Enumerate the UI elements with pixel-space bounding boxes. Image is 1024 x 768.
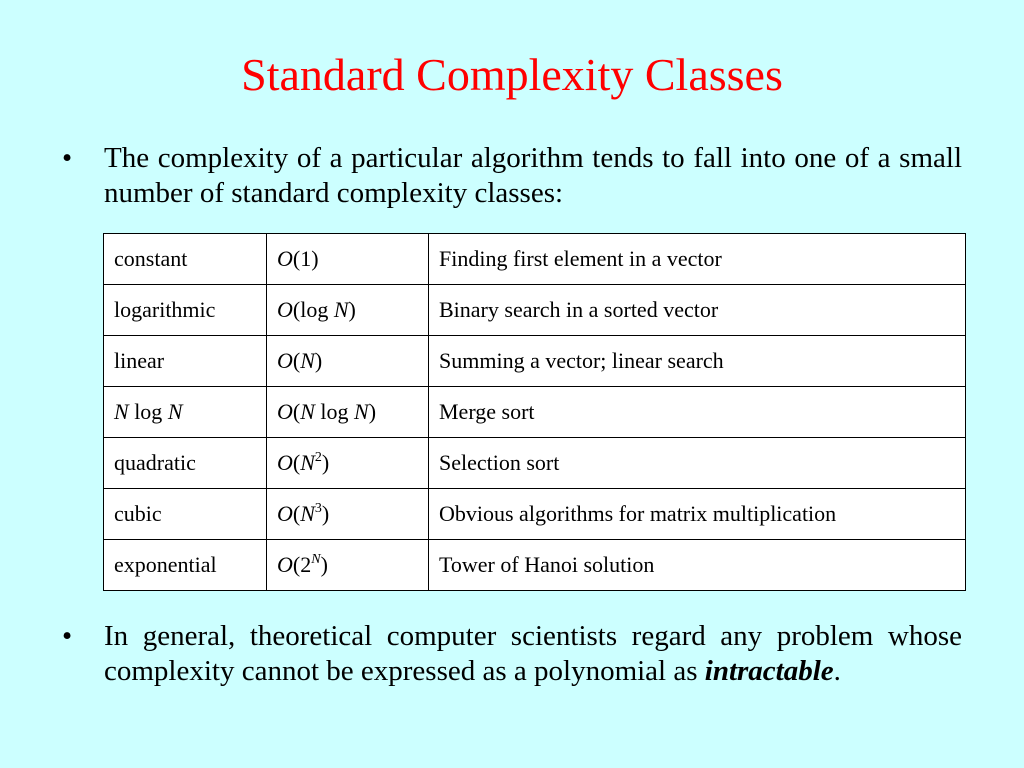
example-cell: Tower of Hanoi solution xyxy=(429,540,966,591)
paren-close: ) xyxy=(321,501,330,526)
bullet-dot-icon: • xyxy=(62,142,73,174)
class-name-cell xyxy=(104,234,267,285)
big-o-cell xyxy=(267,540,429,591)
class-name: linear xyxy=(114,348,165,373)
big-o-symbol: O xyxy=(277,399,293,424)
example-cell: Binary search in a sorted vector xyxy=(429,285,966,336)
bullet-text-body: In general, theoretical computer scientists regard any problem whose complexity cannot be expressed as a polynomial as xyxy=(104,620,962,687)
big-o-symbol: O xyxy=(277,297,293,322)
order-exponent: 2 xyxy=(314,449,322,465)
class-name-cell xyxy=(104,336,267,387)
class-name: constant xyxy=(114,246,188,271)
class-name-variable: N xyxy=(167,399,183,424)
paren-close: ) xyxy=(348,297,356,322)
order-variable: N xyxy=(354,399,369,424)
paren-open: ( xyxy=(292,501,301,526)
bullet-period: . xyxy=(833,655,841,687)
paren-close: ) xyxy=(368,399,377,424)
class-name-cell xyxy=(104,540,267,591)
big-o-cell xyxy=(267,336,429,387)
example-cell: Summing a vector; linear search xyxy=(429,336,966,387)
bullet-dot-icon: • xyxy=(62,620,73,652)
order-variable: N xyxy=(300,450,315,475)
order-log: log xyxy=(314,399,355,424)
class-name: exponential xyxy=(114,552,217,577)
big-o-symbol: O xyxy=(277,552,293,577)
paren-close: ) xyxy=(320,552,328,577)
order-variable: N xyxy=(300,501,315,526)
order-variable: N xyxy=(300,399,315,424)
big-o-symbol: O xyxy=(277,450,293,475)
order-exponent: N xyxy=(311,551,321,567)
class-name-cell xyxy=(104,489,267,540)
paren-open: ( xyxy=(292,297,301,322)
order-log: log xyxy=(300,297,334,322)
class-name-cell xyxy=(104,285,267,336)
paren-open: ( xyxy=(292,348,301,373)
table-row xyxy=(104,438,966,489)
class-name: logarithmic xyxy=(114,297,216,322)
paren-close: ) xyxy=(321,450,330,475)
class-name-log: log xyxy=(128,399,168,424)
big-o-cell xyxy=(267,234,429,285)
table-row xyxy=(104,285,966,336)
bullet-item-intractable xyxy=(62,619,962,689)
table-row xyxy=(104,387,966,438)
paren-open: ( xyxy=(292,246,301,271)
bullet-text-intractable xyxy=(104,619,962,689)
big-o-cell xyxy=(267,489,429,540)
paren-open: ( xyxy=(292,552,301,577)
big-o-symbol: O xyxy=(277,348,293,373)
example-cell: Finding first element in a vector xyxy=(429,234,966,285)
class-name: quadratic xyxy=(114,450,196,475)
class-name-cell xyxy=(104,387,267,438)
emphasis-term: intractable xyxy=(704,655,834,687)
table-row xyxy=(104,336,966,387)
order-variable: N xyxy=(300,348,315,373)
big-o-symbol: O xyxy=(277,246,293,271)
complexity-table xyxy=(103,233,966,591)
order-exponent: 3 xyxy=(314,500,322,516)
table-row xyxy=(104,540,966,591)
big-o-cell xyxy=(267,285,429,336)
paren-close: ) xyxy=(311,246,319,271)
class-name: cubic xyxy=(114,501,162,526)
class-name-variable: N xyxy=(114,399,129,424)
bullet-text-intro: The complexity of a particular algorithm tends to fall into one of a small number of standard complexity classes: xyxy=(104,142,962,209)
order-variable: N xyxy=(333,297,349,322)
class-name-cell xyxy=(104,438,267,489)
example-cell: Merge sort xyxy=(429,387,966,438)
big-o-cell xyxy=(267,438,429,489)
table-row xyxy=(104,234,966,285)
big-o-cell xyxy=(267,387,429,438)
slide-title: Standard Complexity Classes xyxy=(241,49,783,100)
paren-open: ( xyxy=(292,399,301,424)
example-cell: Obvious algorithms for matrix multiplication xyxy=(429,489,966,540)
order-base: 2 xyxy=(300,552,312,577)
example-cell: Selection sort xyxy=(429,438,966,489)
paren-open: ( xyxy=(292,450,301,475)
table-row xyxy=(104,489,966,540)
paren-close: ) xyxy=(314,348,323,373)
order-term: 1 xyxy=(300,246,312,271)
bullet-item-intro xyxy=(62,141,962,211)
big-o-symbol: O xyxy=(277,501,293,526)
